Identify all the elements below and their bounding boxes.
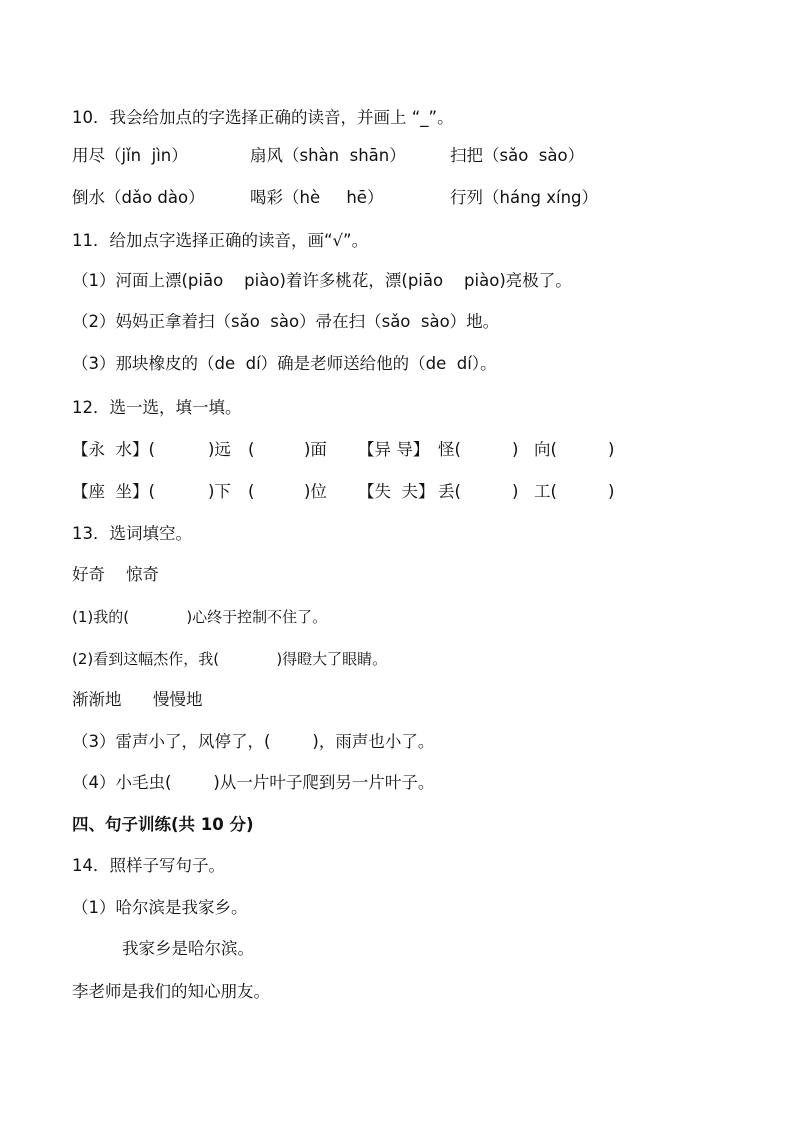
q13-item-1: (1)我的( )心终于控制不住了。 bbox=[72, 608, 328, 626]
q12-blank-7: ) bbox=[512, 482, 519, 501]
q13-words-1: 好奇 惊奇 bbox=[72, 565, 159, 584]
q11-title: 11．给加点字选择正确的读音，画“√”。 bbox=[72, 231, 369, 250]
q12-blank-2: )面 bbox=[304, 440, 327, 459]
q10-item-5: 喝彩（hè hē） bbox=[250, 188, 384, 207]
q12-row1 bbox=[0, 439, 794, 461]
section-4-title: 四、句子训练(共 10 分) bbox=[72, 815, 254, 834]
q13-words-2: 渐渐地 慢慢地 bbox=[72, 690, 203, 709]
q13-item-4: （4）小毛虫( )从一片叶子爬到另一片叶子。 bbox=[72, 773, 435, 792]
q11-item-1: （1）河面上漂(piāo piào)着许多桃花，漂(piāo piào)亮极了。 bbox=[72, 271, 572, 290]
q12-blank-6-open: ( bbox=[248, 482, 255, 501]
q12-row2 bbox=[0, 481, 794, 503]
q12-blank-7-open: 丢( bbox=[438, 482, 461, 501]
q12-blank-8: ) bbox=[608, 482, 615, 501]
q13-item-3: （3）雷声小了，风停了，( )，雨声也小了。 bbox=[72, 732, 435, 751]
q12-blank-3: ) bbox=[512, 440, 519, 459]
q10-item-6: 行列（háng xíng） bbox=[450, 188, 599, 207]
q12-blank-8-open: 工( bbox=[534, 482, 557, 501]
q12-blank-1: )远 bbox=[208, 440, 231, 459]
q12-group-1: 【永 水】( bbox=[72, 440, 155, 459]
q11-item-2: （2）妈妈正拿着扫（sǎo sào）帚在扫（sǎo sào）地。 bbox=[72, 312, 500, 331]
q12-title: 12．选一选，填一填。 bbox=[72, 398, 242, 417]
q11-item-3: （3）那块橡皮的（de dí）确是老师送给他的（de dí）。 bbox=[72, 354, 497, 373]
q10-title: 10．我会给加点的字选择正确的读音，并画上 “_”。 bbox=[72, 108, 454, 127]
q14-title: 14．照样子写句子。 bbox=[72, 856, 225, 875]
q14-item-1: （1）哈尔滨是我家乡。 bbox=[72, 898, 248, 917]
q13-item-2: (2)看到这幅杰作，我( )得瞪大了眼睛。 bbox=[72, 650, 388, 668]
q12-blank-3-open: 怪( bbox=[438, 440, 461, 459]
q12-group-3: 【座 坐】( bbox=[72, 482, 155, 501]
q12-blank-4-open: 向( bbox=[534, 440, 557, 459]
q10-item-2: 扇风（shàn shān） bbox=[250, 146, 406, 165]
q12-blank-2-open: ( bbox=[248, 440, 255, 459]
q13-title: 13．选词填空。 bbox=[72, 524, 192, 543]
q12-group-4: 【失 夫】 bbox=[358, 482, 435, 501]
q12-group-2: 【异 导】 bbox=[358, 440, 430, 459]
q14-prompt: 李老师是我们的知心朋友。 bbox=[72, 982, 270, 1001]
q12-blank-6: )位 bbox=[304, 482, 327, 501]
q10-row1 bbox=[0, 145, 794, 167]
q10-item-3: 扫把（sǎo sào） bbox=[450, 146, 585, 165]
q10-row2 bbox=[0, 187, 794, 209]
q10-item-4: 倒水（dǎo dào） bbox=[72, 188, 205, 207]
q10-item-1: 用尽（jǐn jìn） bbox=[72, 146, 188, 165]
q14-example: 我家乡是哈尔滨。 bbox=[122, 939, 254, 958]
q12-blank-4: ) bbox=[608, 440, 615, 459]
q12-blank-5: )下 bbox=[208, 482, 231, 501]
